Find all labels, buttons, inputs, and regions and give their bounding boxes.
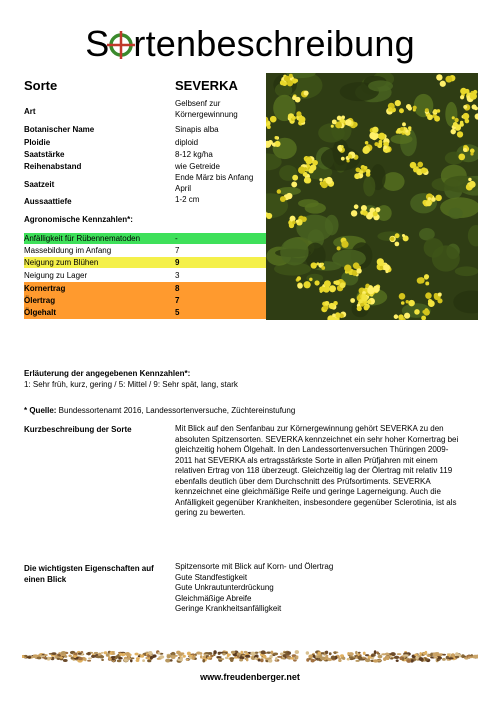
text-line: absoluten Spitzensorten. SEVERKA kennzeichnet ein sehr hoher Kornertrag bei: [175, 434, 459, 444]
kennzahl-value: 3: [175, 271, 180, 280]
field-label-art: Art: [24, 107, 36, 116]
text-line: einen Blick: [24, 575, 67, 584]
list-item: Spitzensorte mit Blick auf Korn- und Ölertrag: [175, 562, 334, 571]
crosshair-logo-icon: [109, 22, 133, 66]
kennzahl-name: Massebildung im Anfang: [24, 246, 112, 255]
kennzahl-row: [24, 257, 266, 268]
kennzahl-row: [24, 307, 266, 318]
list-item: Geringe Krankheitsanfälligkeit: [175, 604, 282, 613]
kennzahlen-heading: Agronomische Kennzahlen*:: [24, 215, 133, 224]
field-value-botanik: Sinapis alba: [175, 125, 219, 134]
quelle-label: * Quelle:: [24, 406, 57, 415]
footer-url: www.freudenberger.net: [200, 672, 300, 682]
page-title: [0, 22, 500, 66]
text-line: Mit Blick auf den Senfanbau zur Körnergewinnung gehört SEVERKA zu den: [175, 424, 444, 433]
kennzahl-name: Kornertrag: [24, 284, 66, 293]
text-line: Die wichtigsten Eigenschaften auf: [24, 564, 154, 573]
text-line: gleichzeitig hohem Ölgehalt. In den Landessortenversuchen Thüringen 2009-: [175, 445, 449, 454]
field-label-reihenabstand: Reihenabstand: [24, 162, 82, 171]
kennzahl-row: [24, 283, 266, 294]
quelle-line: [24, 406, 295, 417]
quelle-text: Bundessortenamt 2016, Landessortenversuche, Züchtereinstufung: [56, 406, 296, 415]
title-right: rtenbeschreibung: [133, 23, 415, 64]
field-label-ploidie: Ploidie: [24, 138, 51, 147]
kennzahl-row: [24, 270, 266, 281]
kennzahl-name: Anfälligkeit für Rübennematoden: [24, 234, 141, 243]
kennzahl-value: 5: [175, 308, 180, 317]
field-label-botanik: Botanischer Name: [24, 125, 95, 134]
erlaeuterung-text: 1: Sehr früh, kurz, gering / 5: Mittel / 9: Sehr spät, lang, stark: [24, 380, 238, 389]
text-line: ebenfalls deutlich über dem Durchschnitt des Prüfsortiments. SEVERKA: [175, 476, 431, 486]
field-value-art-1: Gelbsenf zur: [175, 99, 221, 108]
title-left: S: [85, 23, 110, 64]
text-line: 2011 hat SEVERKA als ertragsstärkste Sorte in allen Prüfjahren mit einem: [175, 455, 438, 465]
field-value-saatzeit-2: April: [175, 184, 192, 193]
kennzahl-value: 9: [175, 258, 180, 267]
field-value-reihenabstand: wie Getreide: [175, 162, 220, 171]
kennzahl-value: 7: [175, 246, 180, 255]
field-label-saatzeit: Saatzeit: [24, 180, 55, 189]
erlaeuterung-heading: Erläuterung der angegebenen Kennzahlen*:: [24, 369, 191, 378]
text-line: relativen Ertrag von 118 überzeugt. Gleichzeitig lag der Ölertrag mit relativ 119: [175, 466, 453, 475]
field-value-ploidie: diploid: [175, 138, 199, 147]
kennzahl-row: [24, 245, 266, 256]
field-value-aussaattiefe: 1-2 cm: [175, 195, 200, 204]
list-item: Gute Standfestigkeit: [175, 572, 248, 582]
field-value-saatzeit-1: Ende März bis Anfang: [175, 173, 254, 182]
field-label-aussaattiefe: Aussaattiefe: [24, 197, 72, 206]
field-value-art-2: Körnergewinnung: [175, 110, 238, 119]
kennzahl-row: [24, 233, 266, 244]
text-line: Anfälligkeit gegenüber Krankheiten, insbesondere gegenüber Sclerotinia, ist als: [175, 497, 457, 507]
eigenschaften-list: [175, 562, 333, 615]
text-line: kennzeichnet eine gleichmäßige Reife und geringe Lagerneigung. Auch die: [175, 487, 441, 496]
kurzbeschreibung-label: Kurzbeschreibung der Sorte: [24, 425, 132, 434]
seed-strip-decoration: [22, 650, 478, 663]
kennzahl-name: Neigung zu Lager: [24, 271, 88, 280]
list-item: Gute Unkrautunterdrückung: [175, 583, 274, 592]
sorte-label: Sorte: [24, 78, 58, 93]
list-item: Gleichmäßige Abreife: [175, 593, 252, 603]
kennzahl-name: Neigung zum Blühen: [24, 258, 99, 267]
kennzahl-name: Ölgehalt: [24, 308, 57, 317]
mustard-flower-photo: [266, 73, 478, 320]
eigenschaften-label: [24, 563, 154, 585]
sorte-value: SEVERKA: [175, 78, 238, 93]
kennzahl-value: 8: [175, 284, 180, 293]
field-value-saatstaerke: 8-12 kg/ha: [175, 150, 213, 159]
kennzahl-value: 7: [175, 296, 180, 305]
kennzahl-row: [24, 295, 266, 306]
kennzahl-name: Ölertrag: [24, 296, 56, 305]
field-label-saatstaerke: Saatstärke: [24, 150, 65, 159]
kurzbeschreibung-text: [175, 424, 485, 519]
kennzahl-value: -: [175, 234, 178, 243]
text-line: gering zu bewerten.: [175, 508, 246, 517]
